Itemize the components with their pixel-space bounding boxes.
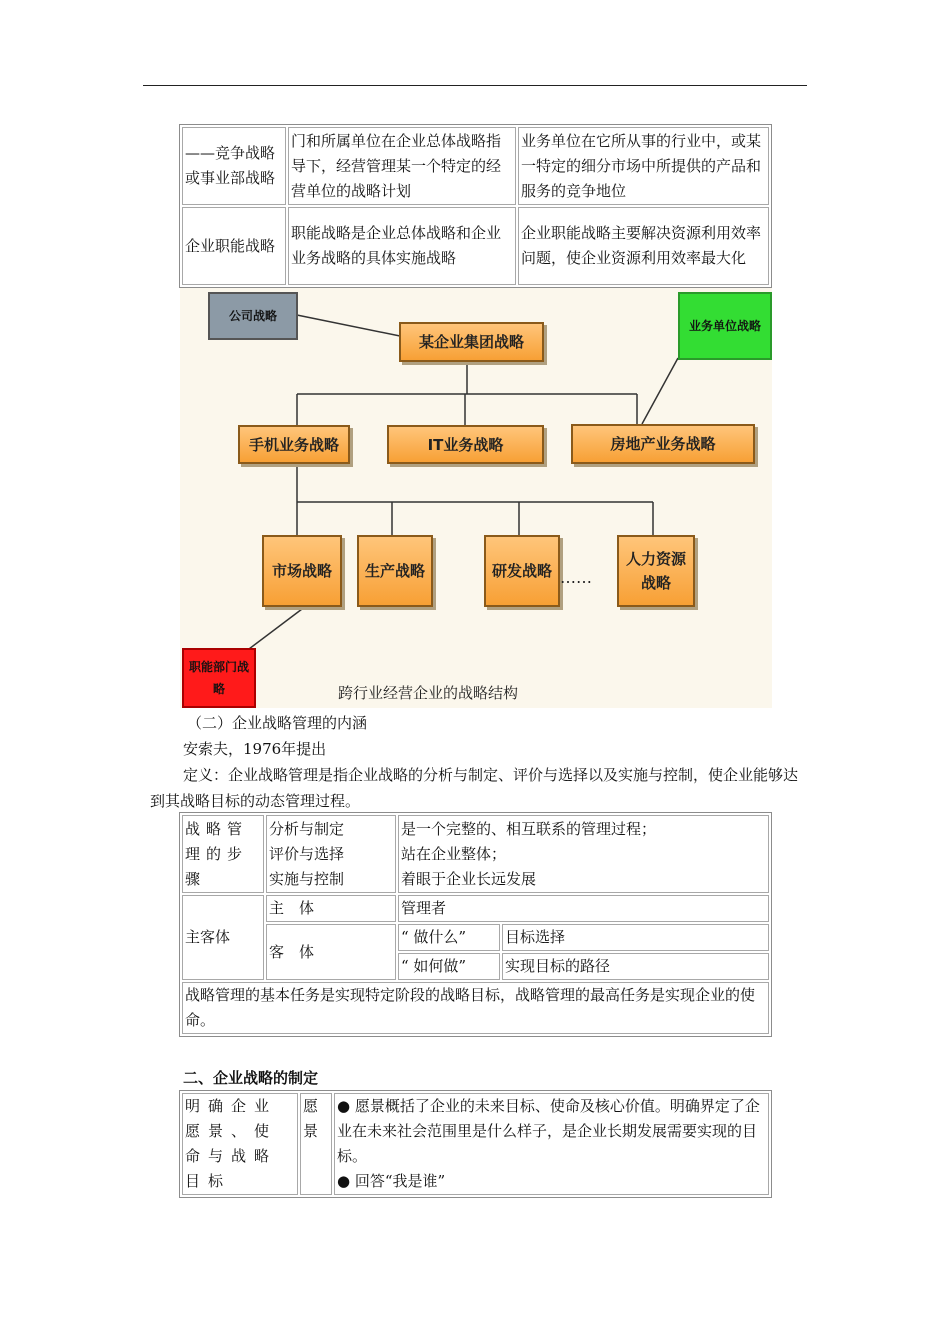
table-cell: 企业职能战略主要解决资源利用效率问题，使企业资源利用效率最大化 <box>518 207 769 285</box>
diagram-caption: 跨行业经营企业的战略结构 <box>338 684 519 702</box>
step-item: 分析与制定 <box>269 819 345 838</box>
hr-strategy-box: 人力资源战略 <box>617 535 695 607</box>
object-question-cell: “ 做什么” <box>398 924 500 951</box>
bullet-text: 回答“我是谁” <box>354 1172 446 1190</box>
steps-label-cell: 战略管理的步骤 <box>182 815 264 893</box>
ellipsis: …… <box>560 568 592 587</box>
step-desc: 是一个完整的、相互联系的管理过程； <box>401 819 657 838</box>
marketing-strategy-box: 市场战略 <box>262 535 342 607</box>
vision-table <box>179 1090 772 1198</box>
group-strategy-box: 某企业集团战略 <box>399 322 544 362</box>
table-cell: 职能战略是企业总体战略和企业业务战略的具体实施战略 <box>288 207 516 285</box>
mobile-business-box: 手机业务战略 <box>238 425 350 464</box>
object-answer-cell: 目标选择 <box>502 924 769 951</box>
list-item: ● 回答“我是谁” <box>337 1172 446 1190</box>
step-desc: 着眼于企业长远发展 <box>401 869 537 888</box>
step-item: 实施与控制 <box>269 869 345 888</box>
strategy-structure-diagram <box>180 288 772 708</box>
object-cell: 客 体 <box>266 924 396 980</box>
table-row <box>182 982 769 1034</box>
steps-cell <box>266 815 396 893</box>
functional-strategy-tag: 职能部门战略 <box>182 648 256 708</box>
strategy-management-table <box>179 812 772 1037</box>
table-cell: ——竞争战略或事业部战略 <box>182 127 286 205</box>
subject-label-cell: 主客体 <box>182 895 264 980</box>
header-rule <box>143 85 807 86</box>
vision-mid-cell: 愿景 <box>300 1093 332 1195</box>
table-row <box>182 815 769 893</box>
list-item: ● 愿景概括了企业的未来目标、使命及核心价值。明确界定了企业在未来社会范围里是什么样子，是企业长期发展需要实现的目标。 <box>337 1097 760 1165</box>
table-cell: 企业职能战略 <box>182 207 286 285</box>
author-line: 安索夫，1976年提出 <box>183 740 327 758</box>
strategy-level-table <box>179 124 772 288</box>
summary-cell: 战略管理的基本任务是实现特定阶段的战略目标，战略管理的最高任务是实现企业的使命。 <box>182 982 769 1034</box>
vision-desc-cell <box>334 1093 769 1195</box>
table-cell: 门和所属单位在企业总体战略指导下，经营管理某一个特定的经营单位的战略计划 <box>288 127 516 205</box>
table-row <box>182 127 769 205</box>
vision-label-cell: 明确企业愿景、使命与战略目标 <box>182 1093 298 1195</box>
step-desc: 站在企业整体； <box>401 844 507 863</box>
business-unit-strategy-tag: 业务单位战略 <box>678 292 772 360</box>
table-row <box>182 207 769 285</box>
table-row <box>182 1093 769 1195</box>
real-estate-business-box: 房地产业务战略 <box>571 424 755 464</box>
subject-value-cell: 管理者 <box>398 895 769 922</box>
bullet-text: 愿景概括了企业的未来目标、使命及核心价值。明确界定了企业在未来社会范围里是什么样子，是企业长期发展需要实现的目标。 <box>337 1097 760 1165</box>
step-item: 评价与选择 <box>269 844 345 863</box>
subheading: （二）企业战略管理的内涵 <box>187 714 368 732</box>
production-strategy-box: 生产战略 <box>357 535 433 607</box>
section-title: 二、企业战略的制定 <box>183 1069 319 1087</box>
company-strategy-tag: 公司战略 <box>208 292 298 340</box>
object-answer-cell: 实现目标的路径 <box>502 953 769 980</box>
table-row <box>182 895 769 922</box>
rd-strategy-box: 研发战略 <box>484 535 560 607</box>
steps-desc-cell <box>398 815 769 893</box>
object-question-cell: “ 如何做” <box>398 953 500 980</box>
it-business-box: IT业务战略 <box>387 425 544 464</box>
subject-cell: 主 体 <box>266 895 396 922</box>
table-cell: 业务单位在它所从事的行业中，或某一特定的细分市场中所提供的产品和服务的竞争地位 <box>518 127 769 205</box>
table-row <box>182 924 769 951</box>
definition-paragraph: 定义：企业战略管理是指企业战略的分析与制定、评价与选择以及实施与控制，使企业能够达到其战略目标的动态管理过程。 <box>150 766 799 810</box>
